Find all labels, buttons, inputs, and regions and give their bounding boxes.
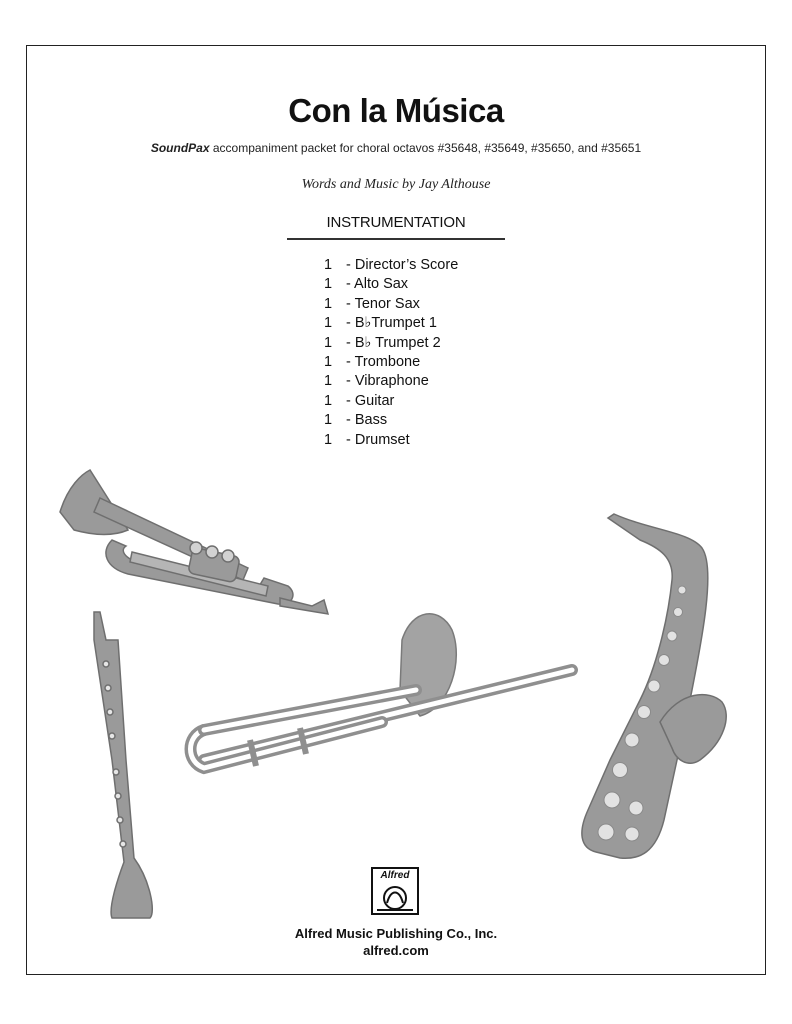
clarinet-icon (94, 612, 152, 918)
item-quantity: 1 (324, 392, 333, 409)
subtitle-text: accompaniment packet for choral octavos #35648, #35649, #35650, and #35651 (209, 141, 642, 155)
item-name: - Vibraphone (346, 373, 429, 390)
publisher-name: Alfred Music Publishing Co., Inc. (294, 926, 498, 941)
item-name: - Bass (346, 412, 388, 429)
item-quantity: 1 (324, 373, 333, 390)
trumpet-icon (60, 470, 328, 614)
item-quantity: 1 (324, 353, 333, 370)
item-name: - B♭ Trumpet 2 (346, 334, 441, 351)
publisher-website: alfred.com (363, 943, 429, 958)
instrumentation-heading: INSTRUMENTATION (326, 214, 466, 231)
item-name: - B♭Trumpet 1 (346, 315, 437, 332)
item-quantity: 1 (324, 431, 333, 448)
publisher-logo (371, 867, 419, 915)
saxophone-icon (582, 514, 726, 858)
item-quantity: 1 (324, 276, 333, 293)
trombone-icon (191, 614, 573, 768)
item-quantity: 1 (324, 257, 333, 273)
page-title: Con la Música (288, 92, 504, 129)
item-name: - Trombone (346, 353, 421, 370)
subtitle-brand: SoundPax (150, 141, 210, 155)
item-name: - Director’s Score (346, 257, 459, 273)
item-quantity: 1 (324, 315, 333, 332)
item-name: - Tenor Sax (346, 295, 420, 312)
author-credit: Words and Music by Jay Althouse (301, 177, 491, 192)
item-name: - Alto Sax (346, 276, 409, 293)
item-quantity: 1 (324, 412, 333, 429)
logo-emblem-icon (373, 883, 417, 913)
logo-text: Alfred (380, 870, 410, 881)
item-quantity: 1 (324, 334, 333, 351)
item-quantity: 1 (324, 295, 333, 312)
item-name: - Drumset (346, 431, 410, 448)
item-name: - Guitar (346, 392, 395, 409)
